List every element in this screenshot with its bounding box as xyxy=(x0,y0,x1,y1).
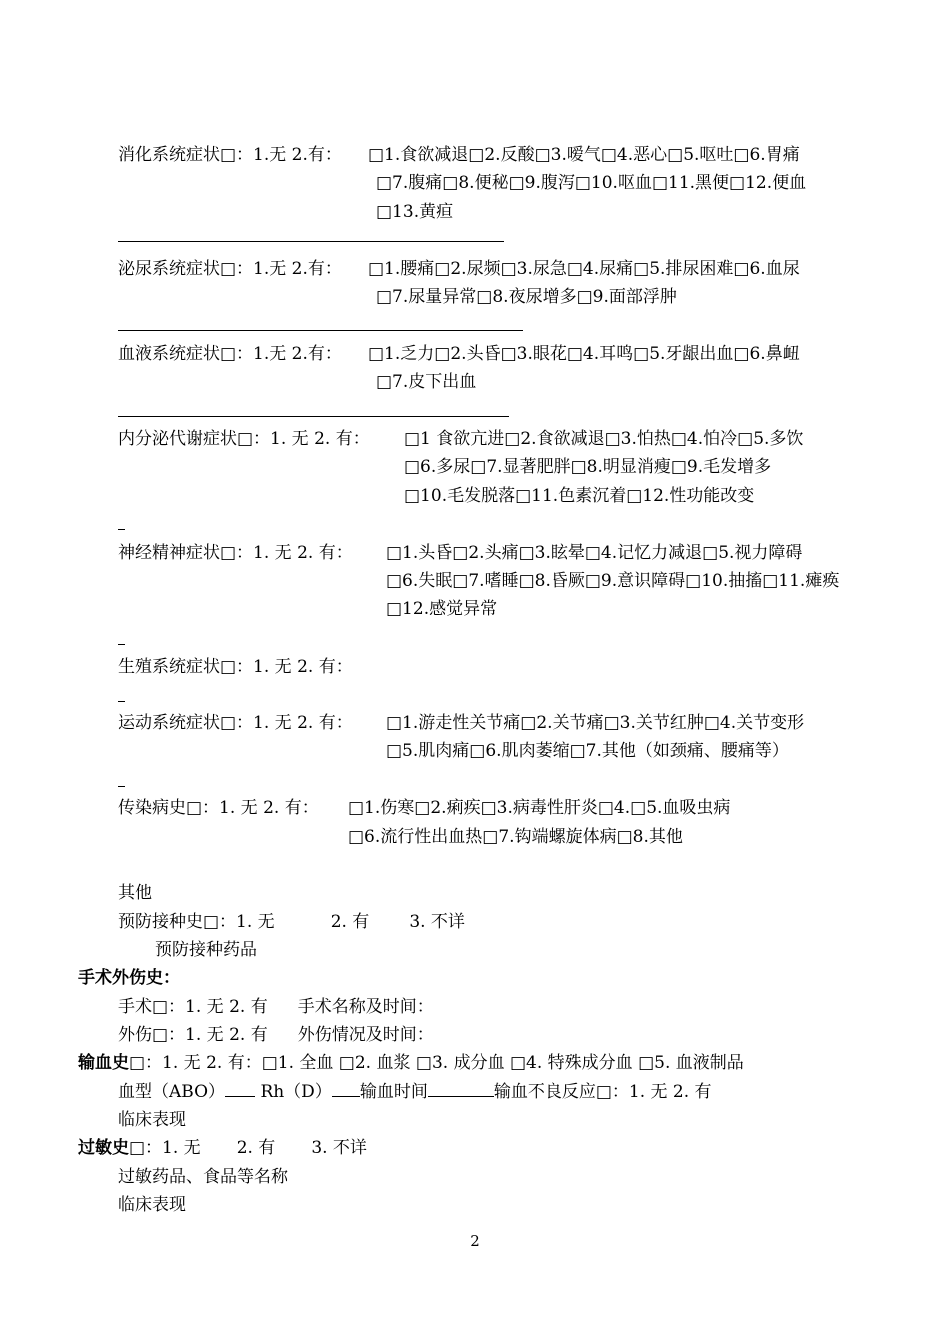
other-label: 其他 xyxy=(118,883,152,903)
transfusion-time-blank[interactable] xyxy=(428,1080,494,1097)
digestive-head: 消化系统症状□：1.无 2.有： xyxy=(118,145,342,165)
transfusion-options: □：1. 无 2. 有：□1. 全血 □2. 血浆 □3. 成分血 □4. 特殊成分血 □5. 血液制品 xyxy=(129,1053,744,1073)
digestive-line2: □7.腹痛□8.便秘□9.腹泻□10.呕血□11.黑便□12.便血 xyxy=(376,173,807,193)
endocrine-line3: □10.毛发脱落□11.色素沉着□12.性功能改变 xyxy=(404,486,755,506)
urinary-line1: □1.腰痛□2.尿频□3.尿急□4.尿痛□5.排尿困难□6.血尿 xyxy=(368,259,800,279)
surgery-detail: 手术名称及时间： xyxy=(297,997,434,1017)
endocrine-line2: □6.多尿□7.显著肥胖□8.明显消瘦□9.毛发增多 xyxy=(404,457,772,477)
endocrine-line1: □1 食欲亢进□2.食欲减退□3.怕热□4.怕冷□5.多饮 xyxy=(404,429,804,449)
digestive-line3: □13.黄疸 xyxy=(376,202,454,222)
surgery-options: 手术□：1. 无 2. 有 xyxy=(118,997,268,1017)
divider-dash xyxy=(118,529,125,530)
blood-line1: □1.乏力□2.头昏□3.眼花□4.耳鸣□5.牙龈出血□6.鼻衄 xyxy=(368,344,800,364)
allergy-title: 过敏史 xyxy=(78,1138,129,1158)
transfusion-clinical: 临床表现 xyxy=(118,1110,186,1130)
vaccine-drug: 预防接种药品 xyxy=(155,940,257,960)
rh-blank[interactable] xyxy=(332,1080,360,1097)
neuro-line2: □6.失眠□7.嗜睡□8.昏厥□9.意识障碍□10.抽搐□11.瘫痪 xyxy=(386,571,840,591)
infectious-line1: □1.伤寒□2.痢疾□3.病毒性肝炎□4.□5.血吸虫病 xyxy=(348,798,731,818)
allergy-opt3: 3. 不详 xyxy=(311,1138,367,1158)
vaccine-opt1: 预防接种史□：1. 无 xyxy=(118,912,275,932)
injury-options: 外伤□：1. 无 2. 有 xyxy=(118,1025,268,1045)
allergy-opt1: □：1. 无 xyxy=(129,1138,201,1158)
injury-row xyxy=(118,1023,434,1047)
motor-line2: □5.肌肉痛□6.肌肉萎缩□7.其他（如颈痛、腰痛等） xyxy=(386,741,789,761)
divider-dash xyxy=(118,701,125,702)
infectious-line2: □6.流行性出血热□7.钩端螺旋体病□8.其他 xyxy=(348,827,683,847)
motor-head: 运动系统症状□：1. 无 2. 有： xyxy=(118,713,353,733)
blood-type-row xyxy=(118,1080,712,1104)
divider-rule xyxy=(118,416,509,417)
divider-dash xyxy=(118,786,125,787)
allergy-opt2: 2. 有 xyxy=(236,1138,276,1158)
allergy-clinical: 临床表现 xyxy=(118,1195,186,1215)
divider-rule xyxy=(118,241,504,242)
rh-label: Rh（D） xyxy=(260,1082,332,1102)
allergy-items: 过敏药品、食品等名称 xyxy=(118,1167,288,1187)
infectious-head: 传染病史□：1. 无 2. 有： xyxy=(118,798,319,818)
digestive-line1: □1.食欲减退□2.反酸□3.嗳气□4.恶心□5.呕吐□6.胃痛 xyxy=(368,145,800,165)
surgery-title: 手术外伤史： xyxy=(78,968,180,988)
motor-line1: □1.游走性关节痛□2.关节痛□3.关节红肿□4.关节变形 xyxy=(386,713,805,733)
transfusion-reaction: 输血不良反应□：1. 无 2. 有 xyxy=(493,1082,712,1102)
injury-detail: 外伤情况及时间： xyxy=(297,1025,434,1045)
endocrine-head: 内分泌代谢症状□：1. 无 2. 有： xyxy=(118,429,370,449)
urinary-head: 泌尿系统症状□：1.无 2.有： xyxy=(118,259,342,279)
vaccine-opt3: 3. 不详 xyxy=(409,912,465,932)
vaccine-opt2: 2. 有 xyxy=(330,912,370,932)
surgery-row xyxy=(118,995,434,1019)
transfusion-title: 输血史 xyxy=(78,1053,129,1073)
neuro-line1: □1.头昏□2.头痛□3.眩晕□4.记忆力减退□5.视力障碍 xyxy=(386,543,803,563)
blood-type-label: 血型（ABO） xyxy=(118,1082,226,1102)
allergy-row xyxy=(78,1136,367,1160)
divider-rule xyxy=(118,330,523,331)
page-number: 2 xyxy=(470,1232,480,1250)
reproductive-head: 生殖系统症状□：1. 无 2. 有： xyxy=(118,657,353,677)
blood-head: 血液系统症状□：1.无 2.有： xyxy=(118,344,342,364)
neuro-head: 神经精神症状□：1. 无 2. 有： xyxy=(118,543,353,563)
vaccine-history xyxy=(118,910,465,934)
blood-type-blank[interactable] xyxy=(225,1080,255,1097)
blood-line2: □7.皮下出血 xyxy=(376,372,477,392)
urinary-line2: □7.尿量异常□8.夜尿增多□9.面部浮肿 xyxy=(376,287,677,307)
neuro-line3: □12.感觉异常 xyxy=(386,599,498,619)
transfusion-row xyxy=(78,1051,744,1075)
transfusion-time-label: 输血时间 xyxy=(359,1082,428,1102)
divider-dash xyxy=(118,644,125,645)
